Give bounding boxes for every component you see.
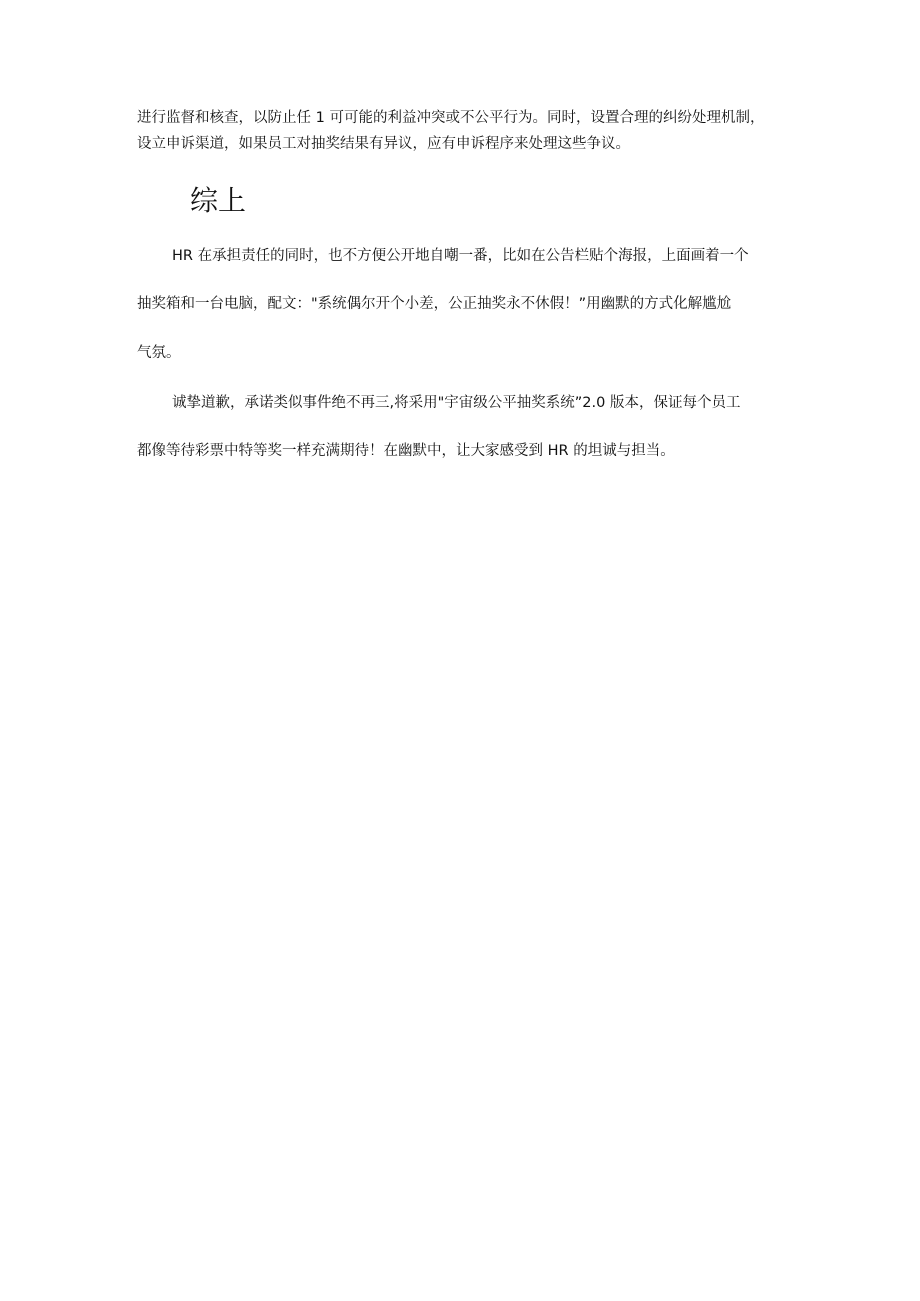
- section-heading: 综上: [190, 184, 247, 217]
- intro-line-2: 设立申诉渠道，如果员工对抽奖结果有异议，应有申诉程序来处理这些争议。: [137, 136, 630, 152]
- paragraph1-line-3: 气氛。: [137, 345, 181, 361]
- paragraph1-line-2: 抽奖箱和一台电脑，配文："系统偶尔开个小差，公正抽奖永不休假！”用幽默的方式化解尴尬: [137, 296, 732, 312]
- paragraph2-line-1: 诚挚道歉，承诺类似事件绝不再三,将采用"宇宙级公平抽奖系统”2.0 版本，保证每个员工: [172, 395, 741, 411]
- paragraph1-line-1: HR 在承担责任的同时，也不方便公开地自嘲一番，比如在公告栏贴个海报，上面画着一个: [172, 248, 749, 264]
- paragraph2-line-2: 都像等待彩票中特等奖一样充满期待！在幽默中，让大家感受到 HR 的坦诚与担当。: [137, 443, 675, 459]
- intro-line-1: 进行监督和核查，以防止任 1 可可能的利益冲突或不公平行为。同时，设置合理的纠纷处理机制，: [137, 110, 765, 126]
